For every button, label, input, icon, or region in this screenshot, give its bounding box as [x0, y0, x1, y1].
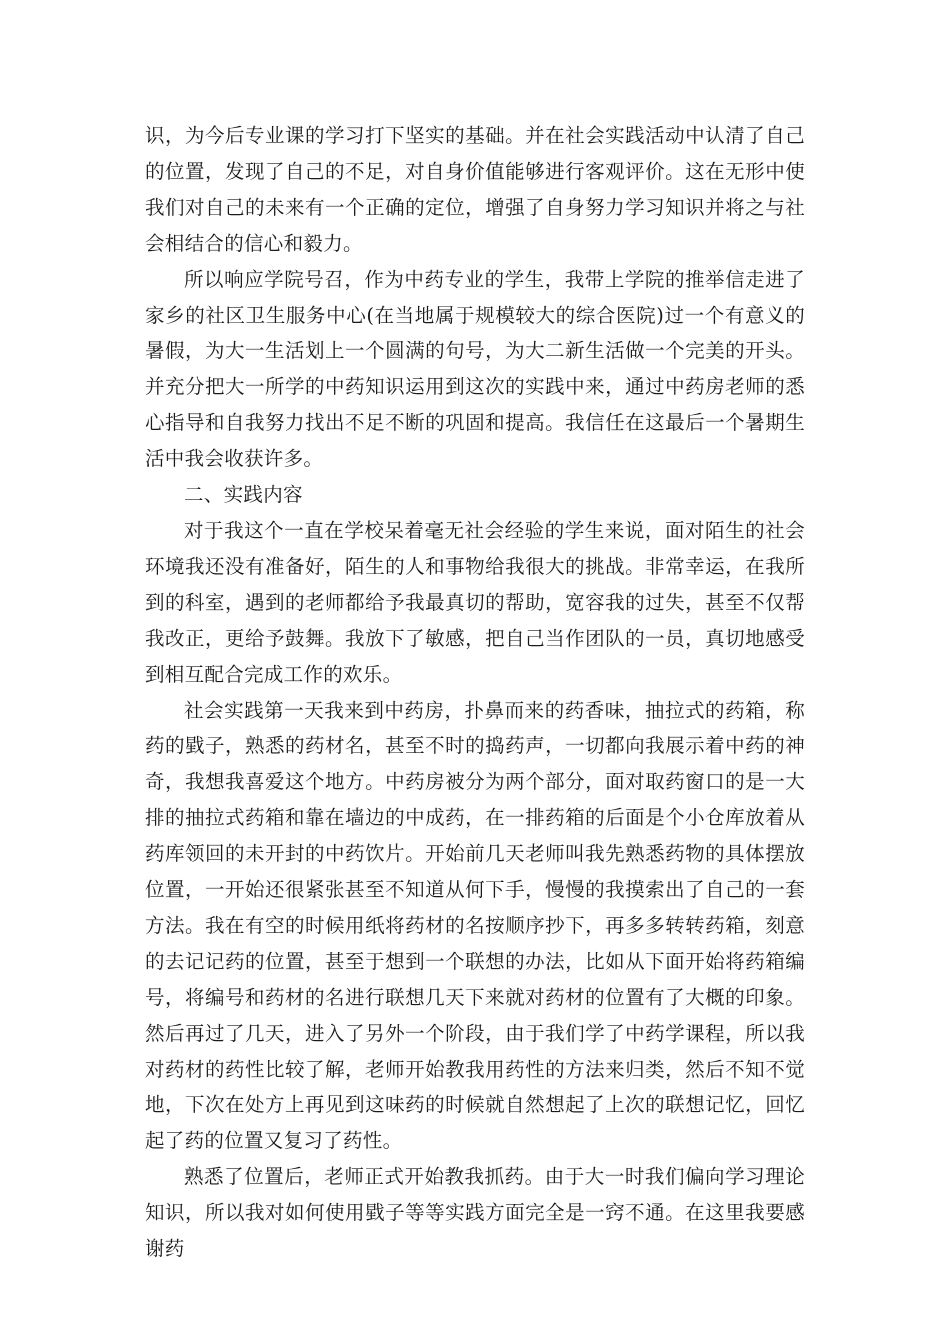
paragraph-intro-continuation: 识，为今后专业课的学习打下坚实的基础。并在社会实践活动中认清了自己的位置，发现了自己的不足，对自身价值能够进行客观评价。这在无形中使我们对自己的未来有一个正确的定位，增强了自身努力学习知识并将之与社会相结合的信心和毅力。 — [145, 124, 805, 255]
paragraph-summer-practice-motivation: 所以响应学院号召，作为中药专业的学生，我带上学院的推举信走进了家乡的社区卫生服务中心(在当地属于规模较大的综合医院)过一个有意义的暑假，为大一生活划上一个圆满的句号，为大二新生活做一个完美的开头。并充分把大一所学的中药知识运用到这次的实践中来，通过中药房老师的悉心指导和自我努力找出不足不断的巩固和提高。我信任在这最后一个暑期生活中我会收获许多。 — [145, 267, 805, 471]
paragraph-learning-dispensing: 熟悉了位置后，老师正式开始教我抓药。由于大一时我们偏向学习理论知识，所以我对如何使用戥子等等实践方面完全是一窍不通。在这里我要感谢药 — [145, 1165, 805, 1261]
paragraph-pharmacy-first-day: 社会实践第一天我来到中药房，扑鼻而来的药香味，抽拉式的药箱，称药的戥子，熟悉的药材名，甚至不时的捣药声，一切都向我展示着中药的神奇，我想我喜爱这个地方。中药房被分为两个部分，面对取药窗口的是一大排的抽拉式药箱和靠在墙边的中成药，在一排药箱的后面是个小仓库放着从药库领回的未开封的中药饮片。开始前几天老师叫我先熟悉药物的具体摆放位置，一开始还很紧张甚至不知道从何下手，慢慢的我摸索出了自己的一套方法。我在有空的时候用纸将药材的名按顺序抄下，再多多转转药箱，刻意的去记记药的位置，甚至于想到一个联想的办法，比如从下面开始将药箱编号，将编号和药材的名进行联想几天下来就对药材的位置有了大概的印象。然后再过了几天，进入了另外一个阶段，由于我们学了中药学课程，所以我对药材的药性比较了解，老师开始教我用药性的方法来归类，然后不知不觉地，下次在处方上再见到这味药的时候就自然想起了上次的联想记忆，回忆起了药的位置又复习了药性。 — [145, 698, 805, 1153]
section-heading-practice-content: 二、实践内容 — [184, 483, 303, 507]
document-body — [145, 118, 805, 1267]
paragraph-first-experience: 对于我这个一直在学校呆着毫无社会经验的学生来说，面对陌生的社会环境我还没有准备好，陌生的人和事物给我很大的挑战。非常幸运，在我所到的科室，遇到的老师都给予我最真切的帮助，宽容我的过失，甚至不仅帮我改正，更给予鼓舞。我放下了敏感，把自己当作团队的一员，真切地感受到相互配合完成工作的欢乐。 — [145, 518, 805, 686]
